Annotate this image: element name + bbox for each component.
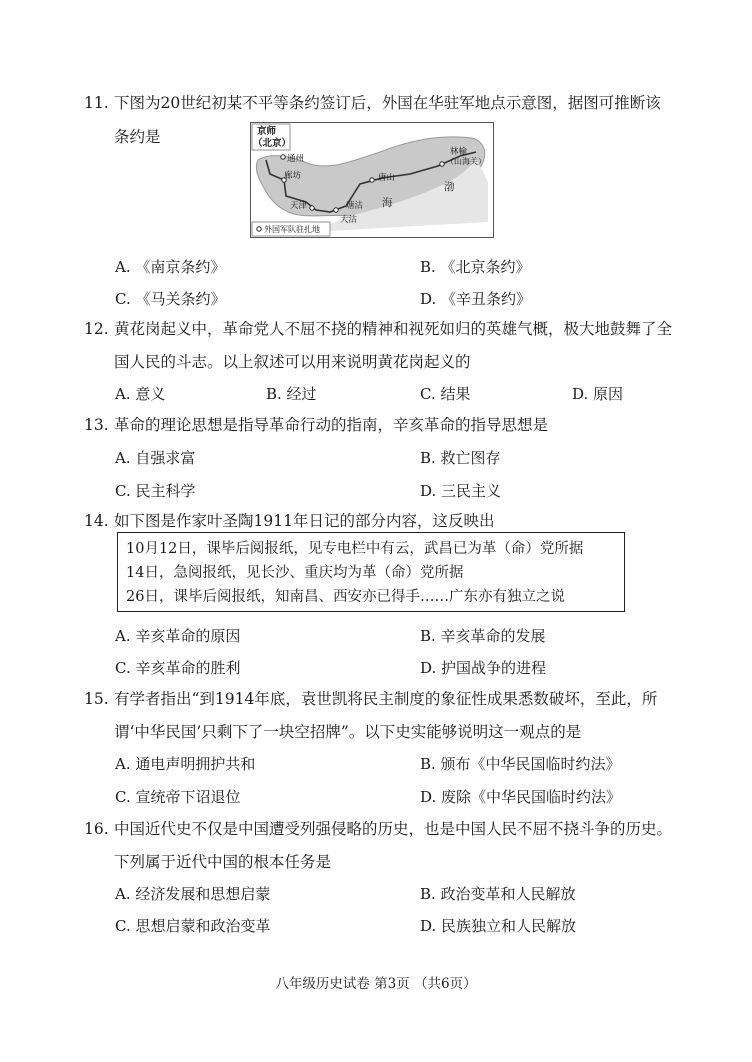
q13-option-a[interactable]: A. 自强求富: [115, 449, 196, 467]
garrison-dot-linyu: [440, 162, 444, 166]
diary-line-1: 10月12日，课毕后阅报纸，见专电栏中有云，武昌已为革（命）党所据: [126, 541, 584, 557]
question-12-text-2: 国人民的斗志。以上叙述可以用来说明黄花岗起义的: [114, 353, 471, 371]
legend-garrison-icon: [257, 227, 261, 231]
map-label-shanhaiguan: （山海关）: [446, 157, 486, 166]
q11-option-d[interactable]: D. 《辛丑条约》: [420, 290, 532, 308]
map-label-langfang: 廊坊: [284, 171, 302, 181]
q13-option-d[interactable]: D. 三民主义: [420, 482, 502, 500]
q15-option-a[interactable]: A. 通电声明拥护共和: [115, 755, 256, 773]
q15-option-b[interactable]: B. 颁布《中华民国临时约法》: [420, 755, 621, 773]
q13-option-b[interactable]: B. 救亡图存: [420, 449, 501, 467]
question-12: [84, 318, 696, 378]
question-14-text: 14. 如下图是作家叶圣陶1911年日记的部分内容，这反映出: [84, 512, 495, 530]
map-label-capital-sub: （北京）: [253, 138, 292, 149]
q16-option-d[interactable]: D. 民族独立和人民解放: [420, 917, 577, 935]
q16-option-a[interactable]: A. 经济发展和思想启蒙: [115, 885, 271, 903]
q12-option-c[interactable]: C. 结果: [420, 385, 471, 403]
q13-option-c[interactable]: C. 民主科学: [115, 482, 196, 500]
garrison-dot-tanggu: [334, 208, 338, 212]
question-16-text: 16. 中国近代史不仅是中国遭受列强侵略的历史，也是中国人民不屈不挠斗争的历史。: [84, 820, 673, 838]
q11-option-c[interactable]: C. 《马关条约》: [115, 290, 226, 308]
question-16: [84, 818, 696, 878]
q11-option-a[interactable]: A. 《南京条约》: [115, 258, 226, 276]
question-11-text: 11. 下图为20世纪初某不平等条约签订后，外国在华驻军地点示意图，据图可推断该: [84, 94, 661, 112]
q11-option-b[interactable]: B. 《北京条约》: [420, 258, 531, 276]
q16-option-c[interactable]: C. 思想启蒙和政治变革: [115, 917, 271, 935]
map-label-capital: 京师: [257, 126, 277, 137]
map-label-tianjin: 天津: [290, 201, 308, 211]
question-13: [84, 414, 696, 438]
q14-option-c[interactable]: C. 辛亥革命的胜利: [115, 659, 241, 677]
q12-option-a[interactable]: A. 意义: [115, 385, 166, 403]
question-11-text-2: 条约是: [114, 128, 161, 146]
page-footer: 八年级历史试卷 第3页 （共6页）: [275, 976, 477, 992]
map-label-tongzhou: 通州: [287, 154, 305, 164]
garrison-map: [250, 122, 494, 238]
question-15: [84, 688, 696, 748]
question-13-text: 13. 革命的理论思想是指导革命行动的指南，辛亥革命的指导思想是: [84, 416, 549, 434]
map-label-tangshan: 唐山: [378, 173, 396, 183]
q14-option-d[interactable]: D. 护国战争的进程: [420, 659, 547, 677]
map-label-sea-1: 渤: [444, 181, 455, 193]
q12-option-b[interactable]: B. 经过: [266, 385, 317, 403]
q14-option-a[interactable]: A. 辛亥革命的原因: [115, 627, 241, 645]
map-label-sea-2: 海: [382, 197, 393, 209]
diary-line-3: 26日，课毕后阅报纸，知南昌、西安亦已得手……广东亦有独立之说: [126, 589, 565, 605]
legend-label: 外国军队驻扎地: [264, 225, 320, 234]
map-label-linyu: 林榆: [450, 147, 468, 157]
question-16-text-2: 下列属于近代中国的根本任务是: [114, 853, 332, 871]
q12-option-d[interactable]: D. 原因: [572, 385, 624, 403]
map-label-tanggu: 塘沽: [346, 201, 364, 211]
question-14: [84, 510, 696, 534]
question-15-text-2: 谓‘中华民国’只剩下了一块空招牌”。以下史实能够说明这一观点的是: [114, 723, 582, 741]
map-label-dagu: 大沽: [340, 215, 358, 225]
garrison-dot-tangshan: [370, 178, 374, 182]
diary-excerpt-box: [117, 532, 625, 612]
diary-line-2: 14日，急阅报纸，见长沙、重庆均为革（命）党所据: [126, 565, 464, 581]
q15-option-c[interactable]: C. 宣统帝下诏退位: [115, 788, 241, 806]
garrison-dot-tianjin: [310, 206, 314, 210]
q14-option-b[interactable]: B. 辛亥革命的发展: [420, 627, 546, 645]
question-12-text: 12. 黄花岗起义中，革命党人不屈不挠的精神和视死如归的英雄气概，极大地鼓舞了全: [84, 320, 673, 338]
garrison-dot-tongzhou: [281, 155, 285, 159]
q15-option-d[interactable]: D. 废除《中华民国临时约法》: [420, 788, 622, 806]
q16-option-b[interactable]: B. 政治变革和人民解放: [420, 885, 576, 903]
question-15-text: 15. 有学者指出“到1914年底，袁世凯将民主制度的象征性成果悉数破坏，至此，所: [84, 690, 658, 708]
